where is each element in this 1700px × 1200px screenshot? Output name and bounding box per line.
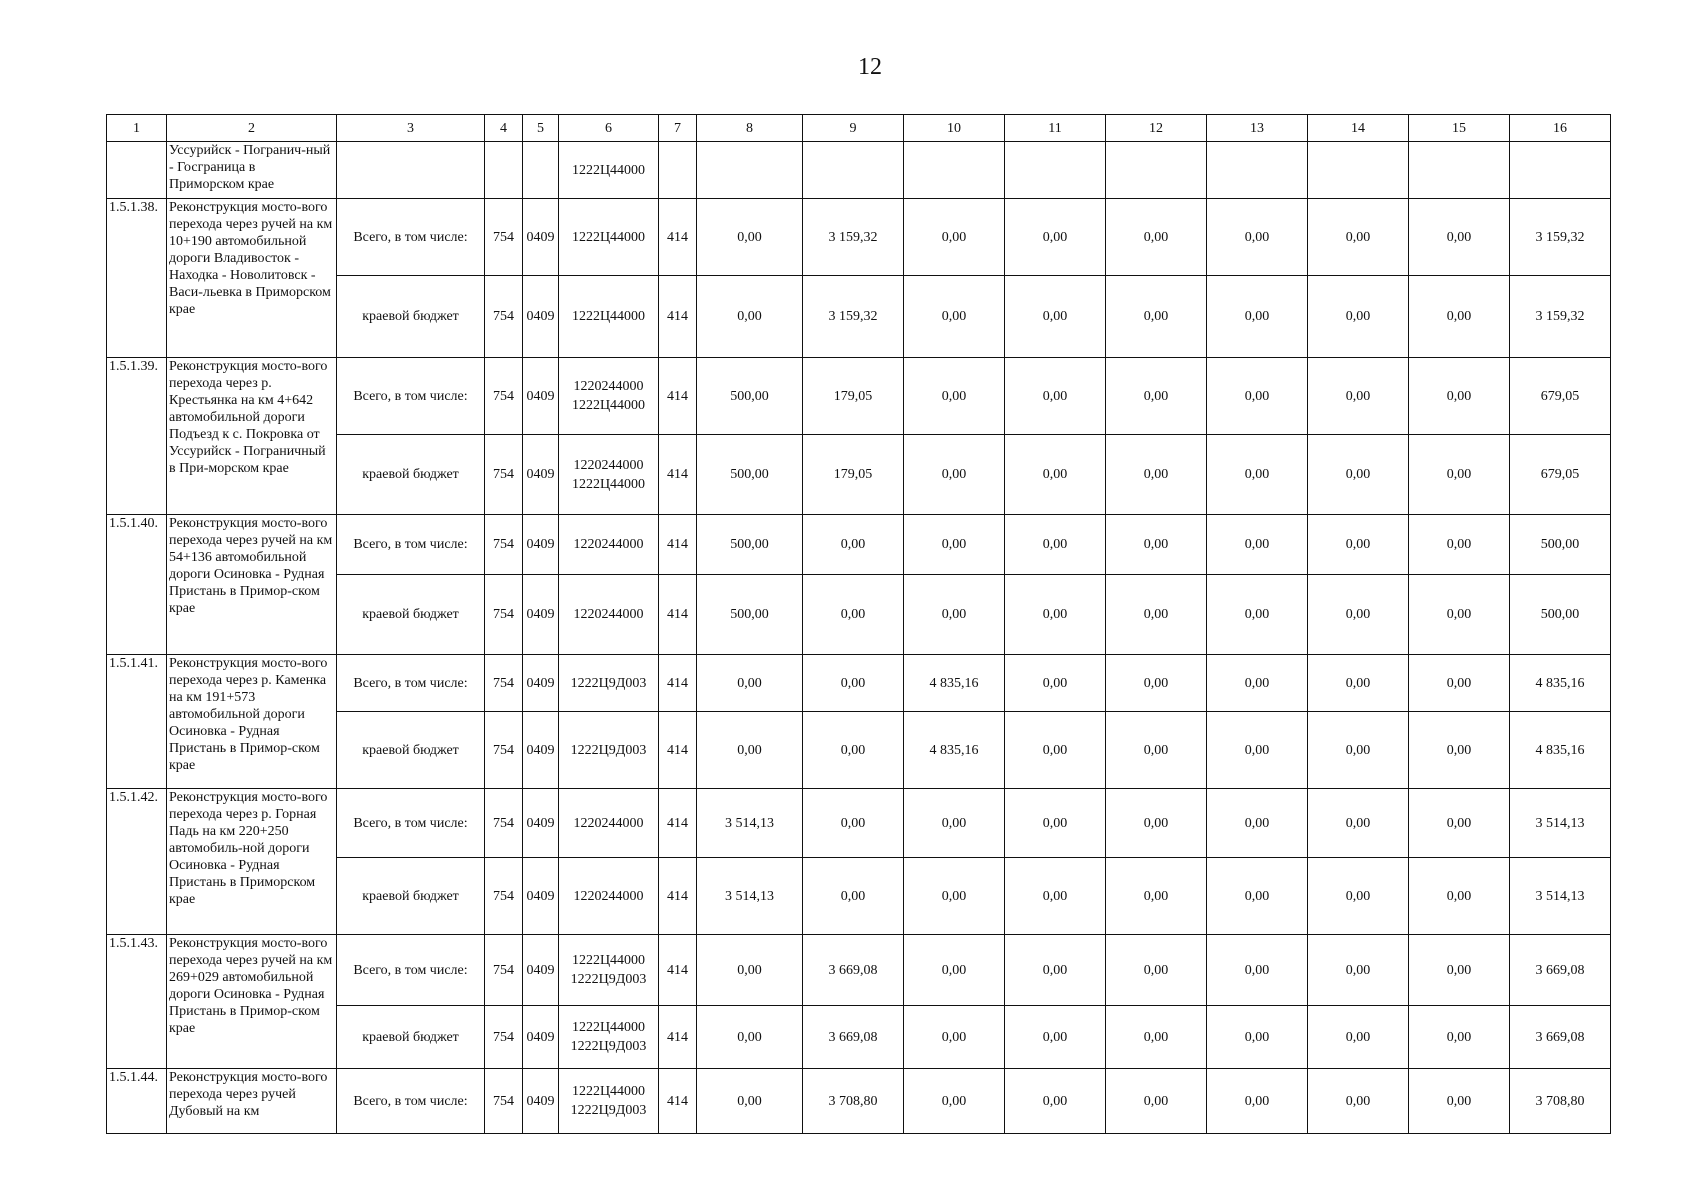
section-cell: 0409	[523, 1069, 559, 1134]
value-col14: 0,00	[1308, 655, 1409, 712]
value-col15: 0,00	[1409, 1069, 1510, 1134]
value-col11: 0,00	[1005, 1069, 1106, 1134]
column-number: 15	[1409, 115, 1510, 142]
value-col16: 679,05	[1510, 435, 1611, 515]
value-col16: 500,00	[1510, 575, 1611, 655]
value-col10: 0,00	[904, 1006, 1005, 1069]
value-col12: 0,00	[1106, 1006, 1207, 1069]
value-col16: 3 708,80	[1510, 1069, 1611, 1134]
value-col14: 0,00	[1308, 1069, 1409, 1134]
value-col9: 179,05	[803, 435, 904, 515]
value-col16: 3 669,08	[1510, 935, 1611, 1006]
value-col13: 0,00	[1207, 655, 1308, 712]
funding-source-cell: краевой бюджет	[337, 435, 485, 515]
item-name: Реконструкция мосто-вого перехода через р. Горная Падь на км 220+250 автомобиль-ной дороги Осиновка - Рудная Пристань в Приморском крае	[167, 789, 337, 935]
value-col14: 0,00	[1308, 789, 1409, 858]
kbk-cell: 1220244000	[559, 575, 659, 655]
value-col10: 0,00	[904, 358, 1005, 435]
item-name: Реконструкция мосто-вого перехода через р. Крестьянка на км 4+642 автомобильной дороги Подъезд к с. Покровка от Уссурийск - Пограничный в При-морском крае	[167, 358, 337, 515]
page-number: 12	[858, 54, 882, 80]
item-code: 1.5.1.40.	[107, 515, 167, 655]
value-col9: 3 669,08	[803, 1006, 904, 1069]
value-col15: 0,00	[1409, 575, 1510, 655]
funding-source-cell: Всего, в том числе:	[337, 1069, 485, 1134]
continuation-row	[107, 142, 1611, 199]
kbk-cell: 1222Ц9Д003	[559, 712, 659, 789]
section-cell: 0409	[523, 435, 559, 515]
value-col13: 0,00	[1207, 789, 1308, 858]
kbk-cell: 1220244000	[559, 789, 659, 858]
value-col9: 3 159,32	[803, 199, 904, 276]
grbs-cell: 754	[485, 575, 523, 655]
value-col16: 500,00	[1510, 515, 1611, 575]
grbs-cell: 754	[485, 655, 523, 712]
value-col8: 0,00	[697, 276, 803, 358]
value-col8: 500,00	[697, 575, 803, 655]
expense-type-cell: 414	[659, 199, 697, 276]
funding-source-cell: Всего, в том числе:	[337, 358, 485, 435]
value-col8: 500,00	[697, 358, 803, 435]
value-col13: 0,00	[1207, 276, 1308, 358]
value-col13: 0,00	[1207, 858, 1308, 935]
column-number-row	[107, 115, 1611, 142]
section-cell: 0409	[523, 575, 559, 655]
section-cell: 0409	[523, 935, 559, 1006]
expense-type-cell: 414	[659, 358, 697, 435]
section-cell: 0409	[523, 1006, 559, 1069]
value-col11: 0,00	[1005, 858, 1106, 935]
table-row	[107, 655, 1611, 712]
value-col9: 3 159,32	[803, 276, 904, 358]
value-col16: 4 835,16	[1510, 712, 1611, 789]
value-col11: 0,00	[1005, 935, 1106, 1006]
value-col12: 0,00	[1106, 199, 1207, 276]
value-col8: 500,00	[697, 435, 803, 515]
funding-source-cell: краевой бюджет	[337, 575, 485, 655]
value-col12: 0,00	[1106, 575, 1207, 655]
value-col16: 679,05	[1510, 358, 1611, 435]
item-name: Реконструкция мосто-вого перехода через ручей Дубовый на км	[167, 1069, 337, 1134]
column-number: 5	[523, 115, 559, 142]
value-col14: 0,00	[1308, 935, 1409, 1006]
value-col9: 0,00	[803, 858, 904, 935]
column-number: 3	[337, 115, 485, 142]
value-col14: 0,00	[1308, 435, 1409, 515]
table-row	[107, 789, 1611, 858]
column-number: 16	[1510, 115, 1611, 142]
table-row	[107, 515, 1611, 575]
value-col9: 3 708,80	[803, 1069, 904, 1134]
value-col8: 0,00	[697, 712, 803, 789]
section-cell: 0409	[523, 358, 559, 435]
kbk-cell: 1222Ц9Д003	[559, 655, 659, 712]
grbs-cell: 754	[485, 789, 523, 858]
value-col10: 0,00	[904, 276, 1005, 358]
value-col13: 0,00	[1207, 712, 1308, 789]
value-col12: 0,00	[1106, 276, 1207, 358]
grbs-cell: 754	[485, 935, 523, 1006]
funding-source-cell: Всего, в том числе:	[337, 935, 485, 1006]
kbk-cell: 1222Ц44000 1222Ц9Д003	[559, 935, 659, 1006]
column-number: 9	[803, 115, 904, 142]
value-col15: 0,00	[1409, 858, 1510, 935]
value-col14: 0,00	[1308, 712, 1409, 789]
value-col15: 0,00	[1409, 435, 1510, 515]
value-col15: 0,00	[1409, 199, 1510, 276]
kbk-cell: 1220244000	[559, 515, 659, 575]
value-col8: 0,00	[697, 655, 803, 712]
value-col11: 0,00	[1005, 1006, 1106, 1069]
value-col11: 0,00	[1005, 358, 1106, 435]
value-col15: 0,00	[1409, 655, 1510, 712]
value-col10: 0,00	[904, 435, 1005, 515]
column-number: 2	[167, 115, 337, 142]
value-col12: 0,00	[1106, 655, 1207, 712]
funding-source-cell: Всего, в том числе:	[337, 199, 485, 276]
value-col14: 0,00	[1308, 276, 1409, 358]
value-col8: 0,00	[697, 1006, 803, 1069]
value-col11: 0,00	[1005, 199, 1106, 276]
value-col12: 0,00	[1106, 935, 1207, 1006]
value-col10: 0,00	[904, 199, 1005, 276]
funding-source-cell: Всего, в том числе:	[337, 655, 485, 712]
value-col9: 0,00	[803, 515, 904, 575]
grbs-cell: 754	[485, 1006, 523, 1069]
item-code: 1.5.1.41.	[107, 655, 167, 789]
value-col10: 0,00	[904, 858, 1005, 935]
value-col15: 0,00	[1409, 935, 1510, 1006]
column-number: 6	[559, 115, 659, 142]
value-col13: 0,00	[1207, 1069, 1308, 1134]
funding-source-cell: Всего, в том числе:	[337, 789, 485, 858]
grbs-cell: 754	[485, 1069, 523, 1134]
item-code: 1.5.1.42.	[107, 789, 167, 935]
value-col8: 0,00	[697, 935, 803, 1006]
value-col13: 0,00	[1207, 435, 1308, 515]
column-number: 11	[1005, 115, 1106, 142]
column-number: 10	[904, 115, 1005, 142]
value-col11: 0,00	[1005, 575, 1106, 655]
column-number: 12	[1106, 115, 1207, 142]
value-col14: 0,00	[1308, 358, 1409, 435]
kbk-cell: 1220244000 1222Ц44000	[559, 435, 659, 515]
item-code: 1.5.1.43.	[107, 935, 167, 1069]
value-col11: 0,00	[1005, 435, 1106, 515]
value-col15: 0,00	[1409, 1006, 1510, 1069]
section-cell: 0409	[523, 515, 559, 575]
value-col14: 0,00	[1308, 1006, 1409, 1069]
grbs-cell: 754	[485, 515, 523, 575]
table-row	[107, 1069, 1611, 1134]
value-col8: 3 514,13	[697, 789, 803, 858]
value-col8: 500,00	[697, 515, 803, 575]
value-col16: 3 514,13	[1510, 789, 1611, 858]
value-col9: 0,00	[803, 575, 904, 655]
value-col9: 0,00	[803, 712, 904, 789]
funding-source-cell: краевой бюджет	[337, 858, 485, 935]
value-col15: 0,00	[1409, 789, 1510, 858]
item-name: Реконструкция мосто-вого перехода через ручей на км 10+190 автомобильной дороги Владивосток - Находка - Новолитовск - Васи-льевка в Приморском крае	[167, 199, 337, 358]
expense-type-cell: 414	[659, 1069, 697, 1134]
value-col9: 3 669,08	[803, 935, 904, 1006]
section-cell: 0409	[523, 789, 559, 858]
column-number: 13	[1207, 115, 1308, 142]
value-col15: 0,00	[1409, 712, 1510, 789]
value-col12: 0,00	[1106, 515, 1207, 575]
table-row	[107, 199, 1611, 276]
kbk-cell: 1220244000	[559, 858, 659, 935]
value-col11: 0,00	[1005, 655, 1106, 712]
value-col9: 0,00	[803, 655, 904, 712]
value-col14: 0,00	[1308, 575, 1409, 655]
section-cell: 0409	[523, 655, 559, 712]
expense-type-cell: 414	[659, 575, 697, 655]
item-name: Реконструкция мосто-вого перехода через ручей на км 269+029 автомобильной дороги Осиновка - Рудная Пристань в Примор-ском крае	[167, 935, 337, 1069]
value-col16: 3 669,08	[1510, 1006, 1611, 1069]
column-number: 1	[107, 115, 167, 142]
value-col13: 0,00	[1207, 199, 1308, 276]
value-col11: 0,00	[1005, 515, 1106, 575]
column-number: 4	[485, 115, 523, 142]
grbs-cell: 754	[485, 199, 523, 276]
expense-type-cell: 414	[659, 789, 697, 858]
item-code: 1.5.1.39.	[107, 358, 167, 515]
item-code: 1.5.1.44.	[107, 1069, 167, 1134]
value-col13: 0,00	[1207, 515, 1308, 575]
value-col10: 0,00	[904, 1069, 1005, 1134]
expense-type-cell: 414	[659, 276, 697, 358]
grbs-cell: 754	[485, 276, 523, 358]
continuation-name: Уссурийск - Погранич-ный - Госграница в Приморском крае	[167, 142, 337, 199]
column-number: 14	[1308, 115, 1409, 142]
kbk-cell: 1222Ц44000	[559, 276, 659, 358]
kbk-cell: 1222Ц44000	[559, 199, 659, 276]
expense-type-cell: 414	[659, 858, 697, 935]
grbs-cell: 754	[485, 858, 523, 935]
value-col10: 0,00	[904, 575, 1005, 655]
value-col14: 0,00	[1308, 515, 1409, 575]
funding-source-cell: краевой бюджет	[337, 276, 485, 358]
value-col15: 0,00	[1409, 515, 1510, 575]
item-name: Реконструкция мосто-вого перехода через р. Каменка на км 191+573 автомобильной дороги Осиновка - Рудная Пристань в Примор-ском крае	[167, 655, 337, 789]
value-col16: 3 159,32	[1510, 276, 1611, 358]
value-col16: 4 835,16	[1510, 655, 1611, 712]
value-col12: 0,00	[1106, 789, 1207, 858]
value-col16: 3 159,32	[1510, 199, 1611, 276]
continuation-kbk: 1222Ц44000	[559, 142, 659, 199]
value-col14: 0,00	[1308, 199, 1409, 276]
value-col12: 0,00	[1106, 712, 1207, 789]
budget-table-body	[107, 115, 1611, 1134]
kbk-cell: 1222Ц44000 1222Ц9Д003	[559, 1069, 659, 1134]
value-col8: 3 514,13	[697, 858, 803, 935]
value-col14: 0,00	[1308, 858, 1409, 935]
funding-source-cell: краевой бюджет	[337, 712, 485, 789]
value-col15: 0,00	[1409, 358, 1510, 435]
kbk-cell: 1220244000 1222Ц44000	[559, 358, 659, 435]
value-col13: 0,00	[1207, 935, 1308, 1006]
value-col10: 0,00	[904, 515, 1005, 575]
item-code: 1.5.1.38.	[107, 199, 167, 358]
value-col10: 4 835,16	[904, 655, 1005, 712]
value-col10: 0,00	[904, 935, 1005, 1006]
value-col9: 179,05	[803, 358, 904, 435]
table-row	[107, 935, 1611, 1006]
budget-table	[106, 114, 1611, 1134]
value-col13: 0,00	[1207, 1006, 1308, 1069]
value-col16: 3 514,13	[1510, 858, 1611, 935]
value-col8: 0,00	[697, 199, 803, 276]
grbs-cell: 754	[485, 435, 523, 515]
expense-type-cell: 414	[659, 435, 697, 515]
value-col12: 0,00	[1106, 858, 1207, 935]
column-number: 7	[659, 115, 697, 142]
value-col13: 0,00	[1207, 358, 1308, 435]
grbs-cell: 754	[485, 712, 523, 789]
funding-source-cell: краевой бюджет	[337, 1006, 485, 1069]
grbs-cell: 754	[485, 358, 523, 435]
value-col12: 0,00	[1106, 1069, 1207, 1134]
value-col11: 0,00	[1005, 276, 1106, 358]
section-cell: 0409	[523, 858, 559, 935]
expense-type-cell: 414	[659, 655, 697, 712]
continuation-code-cell	[107, 142, 167, 199]
funding-source-cell: Всего, в том числе:	[337, 515, 485, 575]
table-row	[107, 358, 1611, 435]
section-cell: 0409	[523, 712, 559, 789]
section-cell: 0409	[523, 276, 559, 358]
section-cell: 0409	[523, 199, 559, 276]
kbk-cell: 1222Ц44000 1222Ц9Д003	[559, 1006, 659, 1069]
expense-type-cell: 414	[659, 935, 697, 1006]
value-col12: 0,00	[1106, 435, 1207, 515]
value-col11: 0,00	[1005, 789, 1106, 858]
value-col11: 0,00	[1005, 712, 1106, 789]
value-col10: 0,00	[904, 789, 1005, 858]
value-col15: 0,00	[1409, 276, 1510, 358]
value-col13: 0,00	[1207, 575, 1308, 655]
expense-type-cell: 414	[659, 515, 697, 575]
value-col12: 0,00	[1106, 358, 1207, 435]
value-col8: 0,00	[697, 1069, 803, 1134]
value-col10: 4 835,16	[904, 712, 1005, 789]
item-name: Реконструкция мосто-вого перехода через ручей на км 54+136 автомобильной дороги Осиновка - Рудная Пристань в Примор-ском крае	[167, 515, 337, 655]
value-col9: 0,00	[803, 789, 904, 858]
column-number: 8	[697, 115, 803, 142]
expense-type-cell: 414	[659, 712, 697, 789]
expense-type-cell: 414	[659, 1006, 697, 1069]
